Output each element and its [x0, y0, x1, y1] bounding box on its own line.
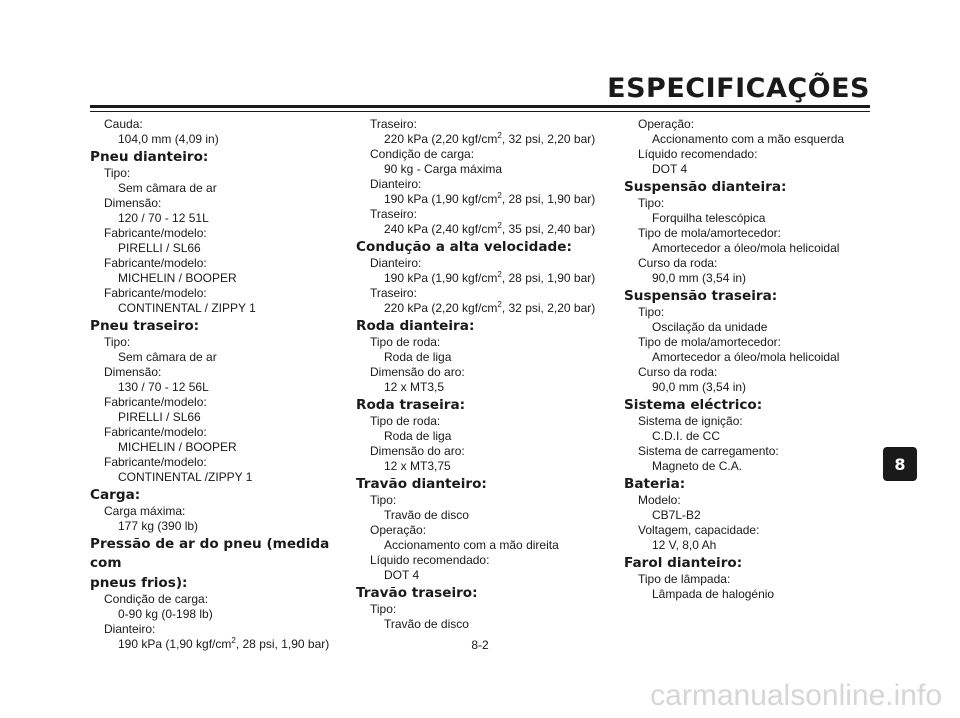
superscript: 2 — [497, 221, 502, 230]
spec-heading: Suspensão dianteira: — [624, 179, 787, 195]
spec-label: Tipo: — [370, 602, 397, 616]
spec-value: DOT 4 — [384, 568, 420, 582]
spec-label: Tipo: — [104, 166, 131, 180]
spec-label: Curso da roda: — [638, 256, 718, 270]
spec-value: DOT 4 — [652, 162, 688, 176]
spec-heading: Pneu dianteiro: — [90, 149, 209, 165]
spec-value-text: , 28 psi, 1,90 bar) — [235, 637, 330, 651]
chapter-tab[interactable]: 8 — [883, 447, 917, 481]
spec-heading: Bateria: — [624, 476, 686, 492]
spec-value — [356, 271, 626, 286]
spec-label: Dimensão do aro: — [370, 444, 465, 458]
spec-value: PIRELLI / SL66 — [118, 241, 201, 255]
spec-label: Condição de carga: — [104, 592, 209, 606]
spec-column-3 — [624, 117, 894, 602]
spec-label: Tipo de roda: — [370, 335, 441, 349]
spec-label: Traseiro: — [370, 207, 417, 221]
spec-label: Dianteiro: — [104, 622, 156, 636]
superscript: 2 — [497, 191, 502, 200]
spec-label: Dimensão do aro: — [370, 365, 465, 379]
spec-value: 120 / 70 - 12 51L — [118, 211, 209, 225]
spec-label: Fabricante/modelo: — [104, 425, 207, 439]
spec-value: 90,0 mm (3,54 in) — [652, 380, 747, 394]
spec-value: MICHELIN / BOOPER — [118, 271, 237, 285]
spec-heading: Sistema eléctrico: — [624, 397, 763, 413]
spec-label: Fabricante/modelo: — [104, 286, 207, 300]
spec-label: Sistema de ignição: — [638, 414, 743, 428]
superscript: 2 — [497, 131, 502, 140]
spec-heading: Suspensão traseira: — [624, 288, 778, 304]
spec-label: Fabricante/modelo: — [104, 395, 207, 409]
spec-value-text: 220 kPa (2,20 kgf/cm — [384, 301, 498, 315]
spec-value: Roda de liga — [384, 350, 452, 364]
spec-label: Fabricante/modelo: — [104, 455, 207, 469]
page-number: 8-2 — [471, 638, 489, 652]
spec-value-text: , 28 psi, 1,90 bar) — [501, 192, 596, 206]
spec-value: Amortecedor a óleo/mola helicoidal — [652, 350, 840, 364]
spec-value: Oscilação da unidade — [652, 320, 768, 334]
spec-label: Tipo de mola/amortecedor: — [638, 226, 781, 240]
spec-label: Líquido recomendado: — [370, 553, 490, 567]
spec-value: 0-90 kg (0-198 lb) — [118, 607, 213, 621]
spec-value: 90 kg - Carga máxima — [384, 162, 503, 176]
spec-label: Modelo: — [638, 493, 681, 507]
spec-value-text: , 28 psi, 1,90 bar) — [501, 271, 596, 285]
spec-label: Tipo: — [104, 335, 131, 349]
spec-label: Dianteiro: — [370, 256, 422, 270]
spec-value — [356, 132, 626, 147]
spec-label: Cauda: — [104, 117, 143, 131]
spec-label: Dianteiro: — [370, 177, 422, 191]
spec-value: C.D.I. de CC — [652, 429, 721, 443]
spec-label: Tipo de roda: — [370, 414, 441, 428]
spec-value-text: 220 kPa (2,20 kgf/cm — [384, 132, 498, 146]
spec-label: Operação: — [638, 117, 695, 131]
header-rule-thin — [90, 111, 870, 112]
superscript: 2 — [497, 300, 502, 309]
spec-value: 90,0 mm (3,54 in) — [652, 271, 747, 285]
spec-heading: Carga: — [90, 487, 141, 503]
spec-value: Lâmpada de halogénio — [652, 587, 775, 601]
superscript: 2 — [497, 270, 502, 279]
spec-value-text: , 32 psi, 2,20 bar) — [501, 301, 596, 315]
spec-value: 177 kg (390 lb) — [118, 519, 199, 533]
spec-value: Travão de disco — [384, 508, 469, 522]
spec-heading: Condução a alta velocidade: — [356, 239, 572, 255]
spec-column-1 — [90, 117, 360, 652]
spec-heading: Roda dianteira: — [356, 318, 475, 334]
spec-value: 12 x MT3,5 — [384, 380, 445, 394]
spec-value: 130 / 70 - 12 56L — [118, 380, 209, 394]
spec-heading: Travão traseiro: — [356, 585, 478, 601]
spec-value: PIRELLI / SL66 — [118, 410, 201, 424]
spec-value: 12 x MT3,75 — [384, 459, 451, 473]
spec-value: CB7L-B2 — [652, 508, 701, 522]
spec-heading: Travão dianteiro: — [356, 476, 487, 492]
spec-value: Sem câmara de ar — [118, 350, 217, 364]
spec-label: Curso da roda: — [638, 365, 718, 379]
spec-column-2 — [356, 117, 626, 632]
spec-heading: Roda traseira: — [356, 397, 466, 413]
spec-label: Condição de carga: — [370, 147, 475, 161]
spec-value: Magneto de C.A. — [652, 459, 743, 473]
spec-value: Travão de disco — [384, 617, 469, 631]
spec-value: Sem câmara de ar — [118, 181, 217, 195]
spec-heading: Pneu traseiro: — [90, 318, 200, 334]
spec-value: CONTINENTAL / ZIPPY 1 — [118, 301, 256, 315]
spec-value-text: 190 kPa (1,90 kgf/cm — [118, 637, 232, 651]
spec-heading: Pressão de ar do pneu (medida com — [90, 536, 330, 571]
spec-value — [356, 192, 626, 207]
spec-value-text: , 32 psi, 2,20 bar) — [501, 132, 596, 146]
spec-label: Líquido recomendado: — [638, 147, 758, 161]
spec-label: Dimensão: — [104, 365, 162, 379]
spec-value: Amortecedor a óleo/mola helicoidal — [652, 241, 840, 255]
page-title: ESPECIFICAÇÕES — [607, 73, 870, 104]
spec-label: Traseiro: — [370, 117, 417, 131]
spec-value-text: 240 kPa (2,40 kgf/cm — [384, 222, 498, 236]
spec-value-text: 190 kPa (1,90 kgf/cm — [384, 192, 498, 206]
spec-label: Tipo de mola/amortecedor: — [638, 335, 781, 349]
spec-label: Operação: — [370, 523, 427, 537]
spec-label: Tipo: — [638, 196, 665, 210]
spec-label: Tipo de lâmpada: — [638, 572, 731, 586]
spec-value: Accionamento com a mão esquerda — [652, 132, 845, 146]
spec-value: CONTINENTAL /ZIPPY 1 — [118, 470, 253, 484]
spec-value: Roda de liga — [384, 429, 452, 443]
spec-value: Accionamento com a mão direita — [384, 538, 559, 552]
spec-label: Tipo: — [638, 305, 665, 319]
spec-value: MICHELIN / BOOPER — [118, 440, 237, 454]
spec-label: Traseiro: — [370, 286, 417, 300]
watermark: carmanualsonline.info — [650, 679, 942, 712]
spec-value: 12 V, 8,0 Ah — [652, 538, 717, 552]
spec-value: 104,0 mm (4,09 in) — [118, 132, 219, 146]
spec-value — [356, 222, 626, 237]
spec-label: Fabricante/modelo: — [104, 256, 207, 270]
spec-heading: pneus frios): — [90, 575, 188, 591]
spec-value-text: , 35 psi, 2,40 bar) — [501, 222, 596, 236]
spec-label: Dimensão: — [104, 196, 162, 210]
spec-label: Carga máxima: — [104, 504, 186, 518]
spec-label: Voltagem, capacidade: — [638, 523, 760, 537]
header-rule-thick — [90, 105, 870, 108]
spec-label: Sistema de carregamento: — [638, 444, 779, 458]
spec-value: Forquilha telescópica — [652, 211, 766, 225]
superscript: 2 — [231, 636, 236, 645]
spec-heading: Farol dianteiro: — [624, 555, 743, 571]
spec-value-text: 190 kPa (1,90 kgf/cm — [384, 271, 498, 285]
spec-value — [356, 301, 626, 316]
spec-label: Fabricante/modelo: — [104, 226, 207, 240]
spec-label: Tipo: — [370, 493, 397, 507]
